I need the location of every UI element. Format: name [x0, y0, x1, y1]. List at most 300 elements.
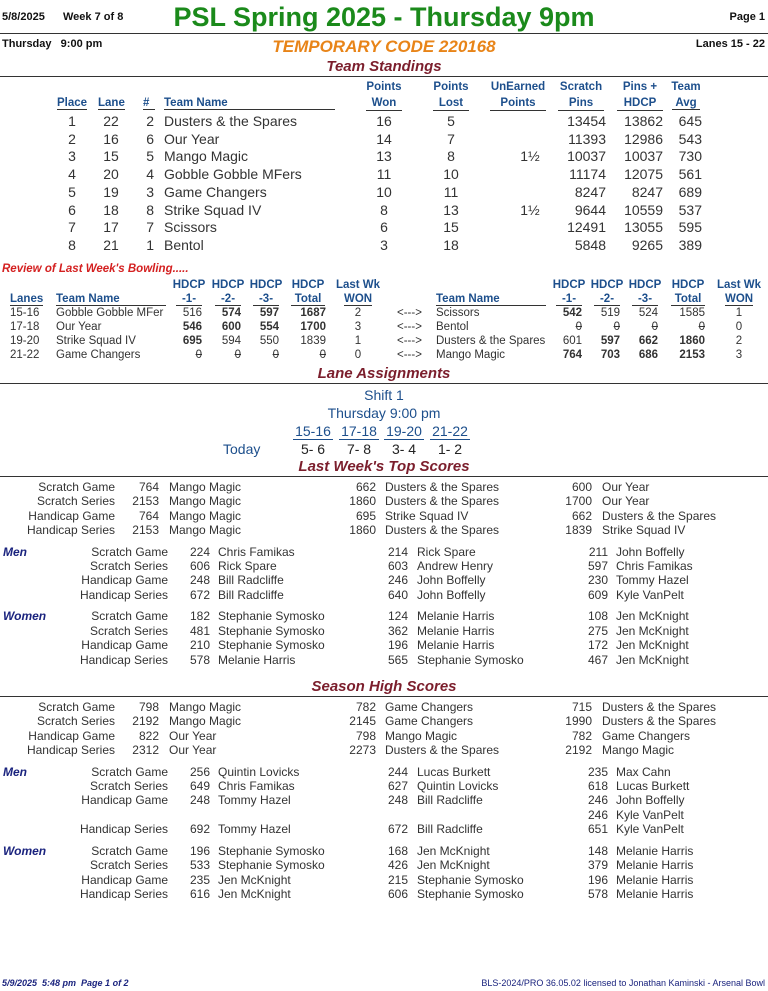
lane: 22 — [103, 113, 119, 129]
bowler-2: Quintin Lovicks — [417, 779, 499, 793]
col-points-lost-1: Points — [433, 81, 469, 93]
points-won: 16 — [376, 113, 392, 129]
scratch-pins: 13454 — [567, 113, 606, 129]
versus-arrow: <---> — [397, 307, 422, 319]
team-a-game-1: 516 — [182, 307, 202, 319]
hdcp-underline — [617, 110, 663, 111]
hdcp-pins: 13055 — [624, 219, 663, 235]
page-number: Page 1 — [729, 11, 765, 23]
score-3: 715 — [571, 700, 592, 714]
team-b-game-1: 542 — [562, 307, 582, 319]
top-scores-women-label: Women — [3, 609, 47, 623]
category: Handicap Game — [81, 793, 168, 807]
category: Scratch Game — [91, 545, 168, 559]
hdcp-pins: 9265 — [631, 237, 663, 253]
last-week-label: Last Wk — [716, 279, 762, 291]
category: Handicap Series — [26, 743, 115, 757]
team-b-won: 0 — [735, 321, 743, 333]
bowler-3: Melanie Harris — [616, 844, 694, 858]
bowler-2: Mango Magic — [385, 729, 458, 743]
score-3: 618 — [587, 779, 608, 793]
col-scratch-1: Scratch — [559, 81, 603, 93]
score-1: 692 — [189, 822, 210, 836]
col-game-1: -1- — [176, 293, 202, 306]
category: Handicap Game — [81, 638, 168, 652]
score-1: 533 — [189, 858, 210, 872]
bowler-3: Max Cahn — [616, 765, 671, 779]
score-1: 248 — [189, 573, 210, 587]
col-game-2: -2- — [594, 293, 620, 306]
team-b-game-1: 601 — [562, 335, 582, 347]
team-b-game-2: 597 — [600, 335, 620, 347]
team-a-game-2: 0 — [234, 349, 241, 361]
hdcp-label: HDCP — [628, 279, 662, 291]
team-b-name: Mango Magic — [436, 349, 506, 361]
score-3: 1700 — [565, 494, 592, 508]
col-unearned-1: UnEarned — [490, 81, 546, 93]
bowler-3: Kyle VanPelt — [616, 588, 684, 602]
points-won: 13 — [376, 148, 392, 164]
team-name: Gobble Gobble MFers — [164, 166, 302, 182]
lanes: 15-16 — [10, 307, 40, 319]
lanes: 21-22 — [10, 349, 40, 361]
bowler-1: Stephanie Symosko — [218, 609, 325, 623]
score-1: 182 — [189, 609, 210, 623]
col-won: WON — [725, 293, 754, 305]
score-3: 230 — [587, 573, 608, 587]
shift-time: Thursday 9:00 pm — [327, 405, 441, 421]
bowler-3: John Boffelly — [616, 545, 685, 559]
footer-printed: 5/9/2025 5:48 pm Page 1 of 2 — [2, 978, 129, 988]
score-2: 124 — [387, 609, 408, 623]
bowler-2: Melanie Harris — [417, 609, 495, 623]
score-2: 2145 — [349, 714, 376, 728]
score-2: 1860 — [349, 494, 376, 508]
score-1: 2192 — [132, 714, 159, 728]
place: 2 — [68, 131, 76, 147]
versus-arrow: <---> — [397, 335, 422, 347]
team-number: 5 — [146, 148, 154, 164]
unearned-points: 1½ — [520, 148, 540, 164]
team-a-game-3: 554 — [259, 321, 279, 333]
score-1: 224 — [189, 545, 210, 559]
points-lost: 10 — [443, 166, 459, 182]
lanes-range: Lanes 15 - 22 — [695, 38, 765, 50]
scratch-underline — [558, 110, 604, 111]
team-name: Scissors — [164, 219, 217, 235]
lane: 20 — [103, 166, 119, 182]
bowler-2: Bill Radcliffe — [417, 793, 483, 807]
team-number: 7 — [146, 219, 154, 235]
category: Handicap Game — [81, 873, 168, 887]
team-a-game-1: 546 — [182, 321, 202, 333]
score-2: 662 — [355, 480, 376, 494]
bowler-1: Chris Famikas — [218, 779, 295, 793]
scratch-pins: 11393 — [568, 131, 606, 147]
score-3: 246 — [587, 808, 608, 822]
score-1: 481 — [189, 624, 210, 638]
team-name: Dusters & the Spares — [164, 113, 298, 129]
team-a-game-1: 0 — [195, 349, 202, 361]
score-3: 600 — [571, 480, 592, 494]
bowler-2: Dusters & the Spares — [385, 494, 500, 508]
bowler-3: Lucas Burkett — [616, 779, 690, 793]
hdcp-label: HDCP — [211, 279, 245, 291]
team-avg: 389 — [678, 237, 702, 253]
matchup: 5- 6 — [300, 441, 326, 457]
col-hdcp-1: Pins + — [622, 81, 658, 93]
unearned-underline — [490, 110, 546, 111]
bowler-3: Jen McKnight — [616, 638, 689, 652]
hdcp-pins: 12075 — [624, 166, 663, 182]
hdcp-label: HDCP — [249, 279, 283, 291]
matchup: 7- 8 — [346, 441, 372, 457]
bowler-1: Mango Magic — [169, 494, 242, 508]
team-b-name: Dusters & the Spares — [436, 335, 546, 347]
category: Handicap Game — [28, 509, 115, 523]
score-1: 210 — [189, 638, 210, 652]
bowler-1: Stephanie Symosko — [218, 624, 325, 638]
team-a-won: 2 — [354, 307, 362, 319]
scratch-pins: 8247 — [574, 184, 606, 200]
place: 5 — [68, 184, 76, 200]
place: 3 — [68, 148, 76, 164]
team-b-total: 0 — [698, 321, 705, 333]
score-1: 578 — [189, 653, 210, 667]
team-b-game-2: 0 — [613, 321, 620, 333]
bowler-3: Jen McKnight — [616, 624, 689, 638]
team-name: Bentol — [164, 237, 204, 253]
col-team-name: Team Name — [164, 97, 335, 110]
score-1: 798 — [138, 700, 159, 714]
hdcp-label: HDCP — [590, 279, 624, 291]
score-1: 235 — [189, 873, 210, 887]
score-2: 603 — [387, 559, 408, 573]
team-a-total: 0 — [319, 349, 326, 361]
team-a-game-1: 695 — [182, 335, 202, 347]
bowler-2: Stephanie Symosko — [417, 873, 524, 887]
matchup: 1- 2 — [437, 441, 463, 457]
score-2: 782 — [355, 700, 376, 714]
season-scores-men-label: Men — [3, 765, 27, 779]
team-b-game-1: 764 — [562, 349, 582, 361]
bowler-1: Stephanie Symosko — [218, 844, 325, 858]
team-number: 8 — [146, 202, 154, 218]
category: Scratch Series — [36, 494, 115, 508]
score-1: 2153 — [132, 494, 159, 508]
points-lost: 15 — [443, 219, 459, 235]
category: Scratch Game — [91, 844, 168, 858]
team-b-won: 1 — [735, 307, 743, 319]
bowler-1: Jen McKnight — [218, 873, 291, 887]
lane: 15 — [103, 148, 119, 164]
team-a-won: 1 — [354, 335, 362, 347]
col-points-won-1: Points — [366, 81, 402, 93]
category: Scratch Game — [91, 765, 168, 779]
score-2: 672 — [387, 822, 408, 836]
score-2: 426 — [387, 858, 408, 872]
bowler-1: Bill Radcliffe — [218, 573, 284, 587]
team-a-name: Game Changers — [56, 349, 141, 361]
bowler-1: Mango Magic — [169, 700, 242, 714]
bowler-2: Dusters & the Spares — [385, 523, 500, 537]
team-a-total: 1687 — [300, 307, 326, 319]
bowler-3: Jen McKnight — [616, 609, 689, 623]
points-lost: 13 — [443, 202, 459, 218]
bowler-1: Stephanie Symosko — [218, 858, 325, 872]
col-scratch-2: Pins — [568, 97, 594, 109]
score-2: 196 — [387, 638, 408, 652]
top-scores-men-label: Men — [3, 545, 27, 559]
bowler-3: Our Year — [602, 480, 650, 494]
score-3: 2192 — [565, 743, 592, 757]
team-name: Mango Magic — [164, 148, 249, 164]
score-2: 640 — [387, 588, 408, 602]
team-b-game-3: 524 — [638, 307, 658, 319]
bowler-1: Mango Magic — [169, 509, 242, 523]
category: Scratch Game — [38, 480, 115, 494]
hdcp-pins: 13862 — [624, 113, 663, 129]
col-points-won-2: Won — [371, 97, 397, 109]
top-scores-divider — [0, 476, 768, 477]
versus-arrow: <---> — [397, 349, 422, 361]
bowler-1: Mango Magic — [169, 714, 242, 728]
team-number: 3 — [146, 184, 154, 200]
score-1: 248 — [189, 793, 210, 807]
score-2: 798 — [355, 729, 376, 743]
hdcp-pins: 10037 — [624, 148, 663, 164]
bowler-1: Our Year — [169, 729, 217, 743]
season-scores-women-label: Women — [3, 844, 47, 858]
category: Scratch Series — [89, 624, 168, 638]
bowler-2: Dusters & the Spares — [385, 743, 500, 757]
lane: 19 — [103, 184, 119, 200]
review-title: Review of Last Week's Bowling..... — [2, 263, 189, 275]
bowler-2: Stephanie Symosko — [417, 653, 524, 667]
team-b-game-3: 662 — [638, 335, 658, 347]
team-a-name: Gobble Gobble MFer — [56, 307, 164, 319]
category: Handicap Series — [79, 822, 168, 836]
col-total: Total — [671, 293, 705, 306]
team-a-name: Strike Squad IV — [56, 335, 136, 347]
points-won: 11 — [376, 166, 392, 182]
bowler-1: Chris Famikas — [218, 545, 295, 559]
bowler-2: Bill Radcliffe — [417, 822, 483, 836]
bowler-2: John Boffelly — [417, 588, 486, 602]
hdcp-label: HDCP — [671, 279, 705, 291]
lane-pair: 17-18 — [339, 423, 379, 440]
col-points-lost-2: Lost — [438, 97, 464, 109]
score-1: 2153 — [132, 523, 159, 537]
score-3: 651 — [587, 822, 608, 836]
report-date: 5/8/2025 — [2, 11, 45, 23]
score-2: 246 — [387, 573, 408, 587]
team-avg: 689 — [678, 184, 702, 200]
score-3: 782 — [571, 729, 592, 743]
col-team-name: Team Name — [56, 293, 166, 306]
shift-label: Shift 1 — [364, 387, 404, 403]
category: Scratch Game — [38, 700, 115, 714]
matchup: 3- 4 — [391, 441, 417, 457]
team-avg: 543 — [678, 131, 702, 147]
bowler-2: Lucas Burkett — [417, 765, 491, 779]
team-number: 4 — [146, 166, 154, 182]
col-game-2: -2- — [215, 293, 241, 306]
category: Handicap Game — [81, 573, 168, 587]
bowler-3: Chris Famikas — [616, 559, 693, 573]
bowler-2: Strike Squad IV — [385, 509, 469, 523]
score-3: 578 — [587, 887, 608, 901]
category: Scratch Series — [36, 714, 115, 728]
col-lane: Lane — [98, 97, 125, 109]
score-3: 1990 — [565, 714, 592, 728]
place: 1 — [68, 113, 76, 129]
score-3: 1839 — [565, 523, 592, 537]
lane-pair: 15-16 — [293, 423, 333, 440]
temporary-code: TEMPORARY CODE 220168 — [272, 37, 496, 56]
bowler-1: Tommy Hazel — [218, 793, 291, 807]
team-avg: 561 — [678, 166, 702, 182]
scratch-pins: 12491 — [567, 219, 606, 235]
top-scores-title: Last Week's Top Scores — [298, 458, 470, 475]
league-day-time: Thursday 9:00 pm — [2, 38, 103, 50]
season-scores-title: Season High Scores — [311, 678, 457, 695]
score-2: 362 — [387, 624, 408, 638]
score-1: 764 — [138, 509, 159, 523]
score-1: 822 — [138, 729, 159, 743]
col-game-3: -3- — [253, 293, 279, 306]
score-2: 627 — [387, 779, 408, 793]
bowler-1: Bill Radcliffe — [218, 588, 284, 602]
col-team-name: Team Name — [436, 293, 546, 306]
bowler-1: Mango Magic — [169, 523, 242, 537]
place: 7 — [68, 219, 76, 235]
score-2: 248 — [387, 793, 408, 807]
points-won: 6 — [380, 219, 388, 235]
lane: 17 — [103, 219, 119, 235]
col-total: Total — [291, 293, 325, 306]
bowler-2: Stephanie Symosko — [417, 887, 524, 901]
hdcp-pins: 8247 — [631, 184, 663, 200]
lanes: 19-20 — [10, 335, 40, 347]
season-scores-divider — [0, 696, 768, 697]
category: Handicap Series — [79, 588, 168, 602]
bowler-3: Tommy Hazel — [616, 573, 689, 587]
team-avg: 645 — [678, 113, 702, 129]
points-lost: 11 — [443, 184, 459, 200]
col-hdcp-2: HDCP — [623, 97, 657, 109]
team-a-name: Our Year — [56, 321, 102, 333]
points-lost: 5 — [447, 113, 455, 129]
category: Scratch Game — [91, 609, 168, 623]
points-lost: 18 — [443, 237, 459, 253]
lanes: 17-18 — [10, 321, 40, 333]
lane: 21 — [103, 237, 119, 253]
footer-license: BLS-2024/PRO 36.05.02 licensed to Jonathan Kaminski - Arsenal Bowl — [481, 978, 765, 988]
bowler-1: Our Year — [169, 743, 217, 757]
points-lost: 7 — [447, 131, 455, 147]
scratch-pins: 11174 — [569, 166, 606, 182]
bowler-2: John Boffelly — [417, 573, 486, 587]
col-team-avg-1: Team — [671, 81, 701, 93]
team-a-total: 1700 — [300, 321, 326, 333]
col-unearned-2: Points — [500, 97, 536, 109]
week-label: Week 7 of 8 — [63, 11, 124, 23]
team-b-won: 3 — [735, 349, 743, 361]
points-lost: 8 — [447, 148, 455, 164]
team-a-game-2: 600 — [221, 321, 241, 333]
bowler-2: Game Changers — [385, 714, 474, 728]
score-3: 467 — [587, 653, 608, 667]
score-2: 168 — [387, 844, 408, 858]
score-3: 597 — [587, 559, 608, 573]
team-avg: 595 — [678, 219, 702, 235]
lane-assignments-divider — [0, 383, 768, 384]
score-1: 606 — [189, 559, 210, 573]
team-b-total: 2153 — [679, 349, 705, 361]
score-1: 672 — [189, 588, 210, 602]
score-3: 379 — [587, 858, 608, 872]
team-a-game-2: 594 — [221, 335, 241, 347]
score-2: 215 — [387, 873, 408, 887]
lane: 18 — [103, 202, 119, 218]
team-b-name: Bentol — [436, 321, 469, 333]
scratch-pins: 9644 — [574, 202, 606, 218]
bowler-2: Jen McKnight — [417, 844, 490, 858]
bowler-3: Game Changers — [602, 729, 691, 743]
team-a-game-3: 550 — [259, 335, 279, 347]
bowler-1: Tommy Hazel — [218, 822, 291, 836]
score-3: 211 — [588, 545, 608, 559]
score-3: 196 — [587, 873, 608, 887]
bowler-2: Melanie Harris — [417, 624, 495, 638]
bowler-3: Melanie Harris — [616, 873, 694, 887]
score-2: 606 — [387, 887, 408, 901]
points-won: 3 — [380, 237, 388, 253]
bowler-2: Melanie Harris — [417, 638, 495, 652]
bowler-2: Dusters & the Spares — [385, 480, 500, 494]
score-2: 565 — [387, 653, 408, 667]
scratch-pins: 10037 — [567, 148, 606, 164]
bowler-2: Andrew Henry — [417, 559, 494, 573]
score-1: 256 — [189, 765, 210, 779]
hdcp-label: HDCP — [552, 279, 586, 291]
team-a-won: 0 — [354, 349, 362, 361]
hdcp-pins: 10559 — [624, 202, 663, 218]
place: 6 — [68, 202, 76, 218]
team-b-name: Scissors — [436, 307, 480, 319]
category: Handicap Series — [26, 523, 115, 537]
bowler-3: Melanie Harris — [616, 858, 694, 872]
hdcp-label: HDCP — [172, 279, 206, 291]
lost-underline — [433, 110, 469, 111]
place: 4 — [68, 166, 76, 182]
category: Handicap Game — [28, 729, 115, 743]
standings-title: Team Standings — [326, 58, 442, 75]
bowler-1: Mango Magic — [169, 480, 242, 494]
category: Handicap Series — [79, 887, 168, 901]
score-3: 172 — [587, 638, 608, 652]
col-team-avg-2: Avg — [672, 97, 700, 110]
points-won: 10 — [376, 184, 392, 200]
bowler-2: Rick Spare — [417, 545, 476, 559]
score-3: 148 — [587, 844, 608, 858]
col-game-1: -1- — [556, 293, 582, 306]
standings-divider — [0, 76, 768, 77]
bowler-3: Our Year — [602, 494, 650, 508]
category: Scratch Series — [89, 858, 168, 872]
score-2: 214 — [387, 545, 408, 559]
